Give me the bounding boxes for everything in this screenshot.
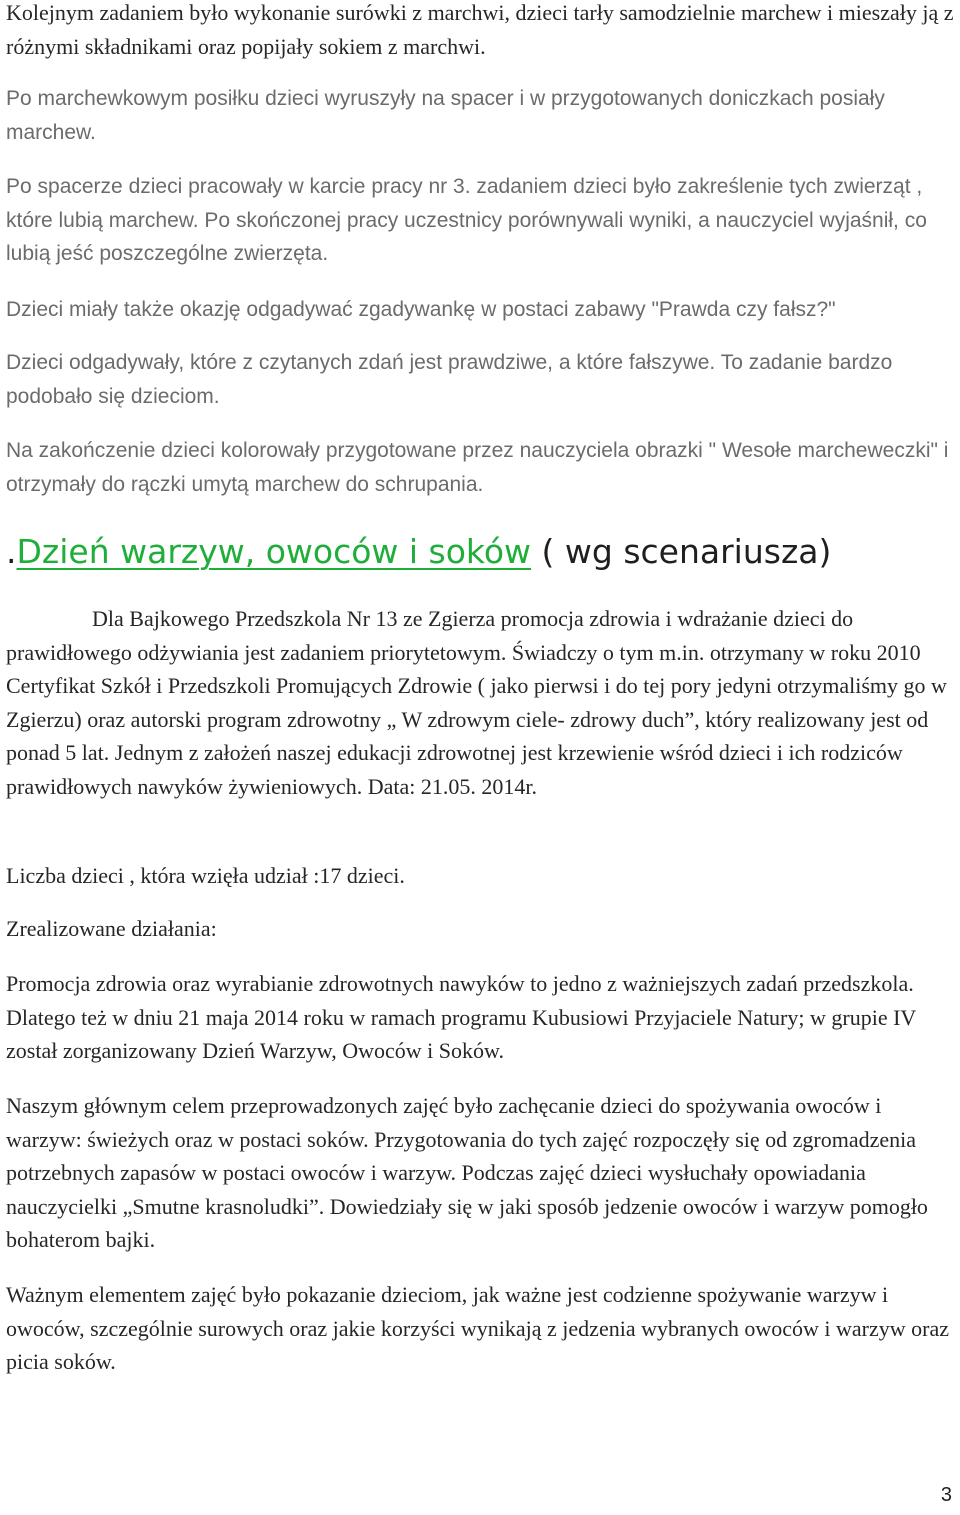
paragraph-riddle-game: Dzieci miały także okazję odgadywać zgadywankę w postaci zabawy "Prawda czy fałsz?" — [6, 298, 836, 321]
paragraph-coloring: Na zakończenie dzieci kolorowały przygotowane przez nauczyciela obrazki " Wesołe marcheweczki" i otrzymały do rączki umytą marchew do schrupania. — [6, 439, 949, 496]
paragraph-goal: Naszym głównym celem przeprowadzonych zajęć było zachęcanie dzieci do spożywania owoców i warzyw: świeżych oraz w postaci soków. Przygotowania do tych zajęć rozpoczęły się od zgromadzenia potrzebnych zapasów w postaci owoców i warzyw. Podczas zajęć dzieci wysłuchały opowiadania nauczycielki „Smutne krasnoludki”. Dowiedziały się w jaki sposób jedzenie owoców i warzyw pomogło bohaterom bajki. — [6, 1093, 928, 1252]
paragraph-participants: Liczba dzieci , która wzięła udział :17 dzieci. — [6, 863, 405, 888]
paragraph-walk: Po marchewkowym posiłku dzieci wyruszyły na spacer i w przygotowanych doniczkach posiały marchew. — [6, 87, 885, 144]
paragraph-worksheet: Po spacerze dzieci pracowały w karcie pracy nr 3. zadaniem dzieci było zakreślenie tych zwierząt , które lubią marchew. Po skończonej pracy uczestnicy porównywali wyniki, a nauczyciel wyjaśnił, co lubią jeść poszczególne zwierzęta. — [6, 175, 927, 265]
heading-suffix: ( wg scenariusza) — [531, 532, 832, 571]
paragraph-intro: Dla Bajkowego Przedszkola Nr 13 ze Zgierza promocja zdrowia i wdrażanie dzieci do prawidłowego odżywiania jest zadaniem priorytetowym. Świadczy o tym m.in. otrzymany w roku 2010 Certyfikat Szkół i Przedszkoli Promujących Zdrowie ( jako pierwsi i do tej pory jedyni otrzymaliśmy go w Zgierzu) oraz autorski program zdrowotny „ W zdrowym ciele- zdrowy duch”, który realizowany jest od ponad 5 lat. Jednym z założeń naszej edukacji zdrowotnej jest krzewienie wśród dzieci i ich rodziców prawidłowych nawyków żywieniowych. Data: 21.05. 2014r. — [6, 606, 947, 799]
paragraph-importance: Ważnym elementem zajęć było pokazanie dzieciom, jak ważne jest codzienne spożywanie warzyw i owoców, szczególnie surowych oraz jakie korzyści wynikają z jedzenia wybranych owoców i warzyw oraz picia soków. — [6, 1282, 949, 1374]
heading-link[interactable]: Dzień warzyw, owoców i soków — [16, 532, 532, 571]
paragraph-true-false: Dzieci odgadywały, które z czytanych zdań jest prawdziwe, a które fałszywe. To zadanie bardzo podobało się dzieciom. — [6, 351, 893, 408]
paragraph-activities-label: Zrealizowane działania: — [6, 916, 217, 941]
section-heading — [6, 524, 958, 580]
paragraph-promotion: Promocja zdrowia oraz wyrabianie zdrowotnych nawyków to jedno z ważniejszych zadań przedszkola. Dlatego też w dniu 21 maja 2014 roku w ramach programu Kubusiowi Przyjaciele Natury; w grupie IV został zorganizowany Dzień Warzyw, Owoców i Soków. — [6, 971, 916, 1063]
page-number: 3 — [940, 1484, 952, 1506]
paragraph-salad: Kolejnym zadaniem było wykonanie surówki z marchwi, dzieci tarły samodzielnie marchew i mieszały ją z różnymi składnikami oraz popijały sokiem z marchwi. — [6, 0, 954, 59]
heading-prefix: . — [6, 532, 17, 571]
